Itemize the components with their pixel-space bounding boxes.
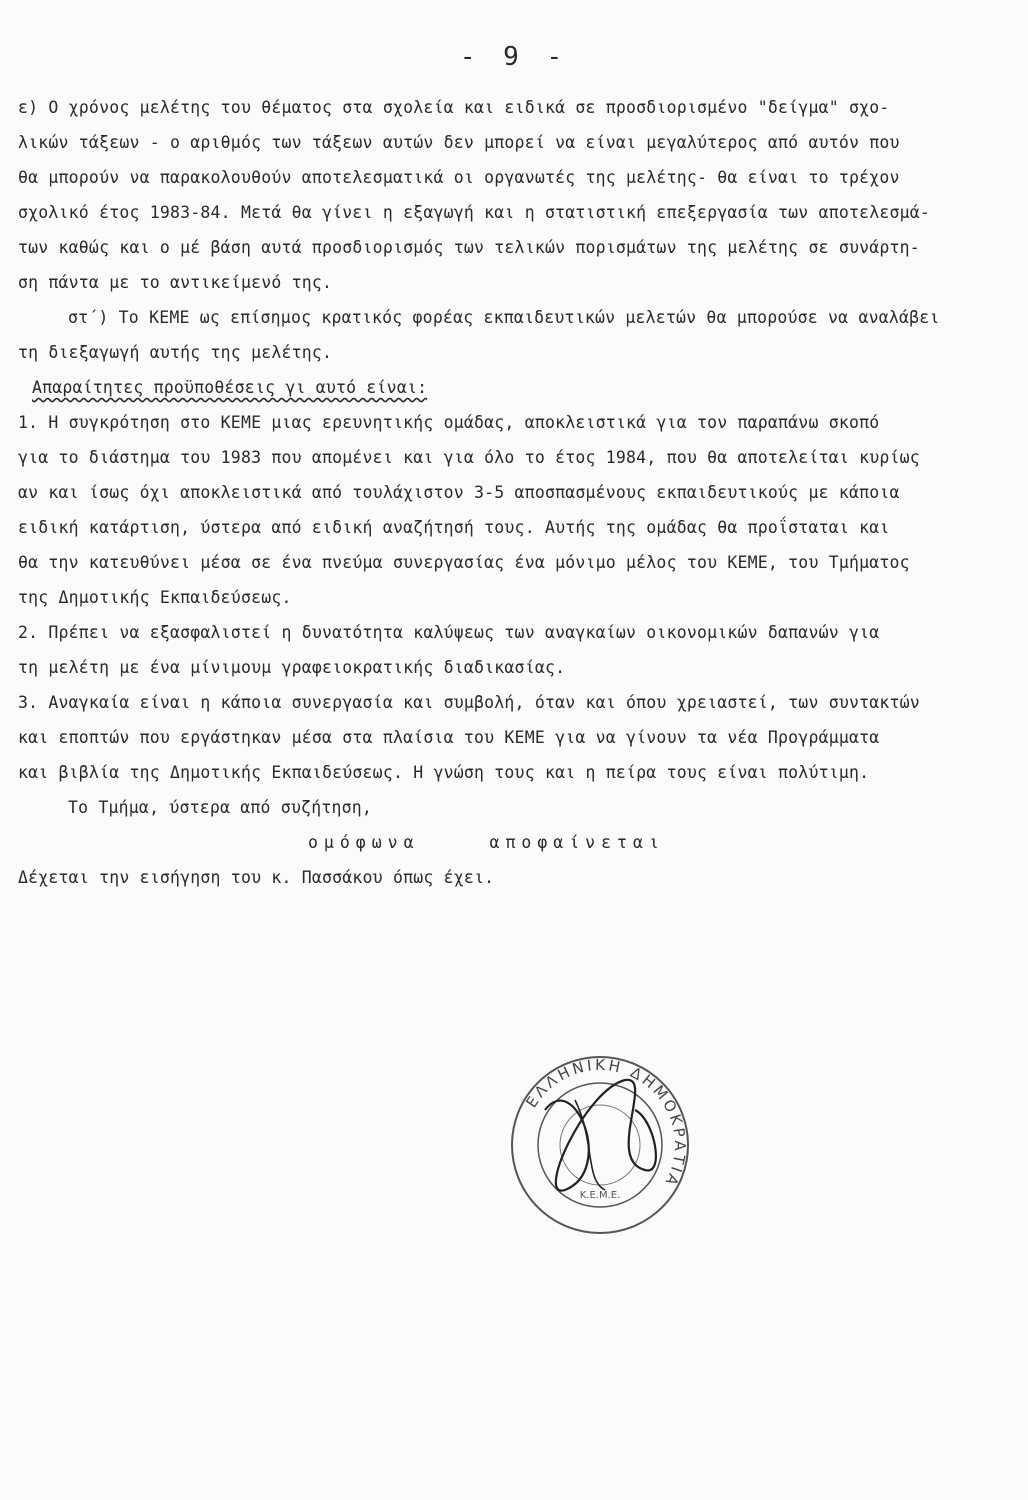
- text-line: τη μελέτη με ένα μίνιμουμ γραφειοκρατικής διαδικασίας.: [18, 658, 566, 677]
- text-line: της Δημοτικής Εκπαιδεύσεως.: [18, 588, 292, 607]
- text-line: 2. Πρέπει να εξασφαλιστεί η δυνατότητα καλύψεως των αναγκαίων οικονομικών δαπανών για: [18, 623, 880, 642]
- text-line: και εποπτών που εργάστηκαν μέσα στα πλαίσια του ΚΕΜΕ για να γίνουν τα νέα Προγράμματα: [18, 728, 880, 747]
- text-line: για το διάστημα του 1983 που απομένει και για όλο το έτος 1984, που θα αποτελείται κυρίως: [18, 448, 920, 467]
- text-line: στ΄) Το ΚΕΜΕ ως επίσημος κρατικός φορέας εκπαιδευτικών μελετών θα μπορούσε να αναλάβει: [68, 308, 940, 327]
- page-number: - 9 -: [459, 42, 569, 72]
- text-line: τη διεξαγωγή αυτής της μελέτης.: [18, 343, 333, 362]
- text-line: των καθώς και ο μέ βάση αυτά προσδιορισμός των τελικών πορισμάτων της μελέτης σε συνάρτη-: [18, 238, 920, 257]
- text-line: θα μπορούν να παρακολουθούν αποτελεσματικά οι οργανωτές της μελέτης- θα είναι το τρέχον: [18, 168, 900, 187]
- text-line: ση πάντα με το αντικείμενό της.: [18, 273, 333, 292]
- text-line: σχολικό έτος 1983-84. Μετά θα γίνει η εξαγωγή και η στατιστική επεξεργασία των αποτελεσμά-: [18, 203, 931, 222]
- text-line: 3. Αναγκαία είναι η κάποια συνεργασία και συμβολή, όταν και όπου χρειαστεί, των συντακτών: [18, 693, 920, 712]
- svg-text:ΕΛΛΗΝΙΚΗ ΔΗΜΟΚΡΑΤΙΑ: ΕΛΛΗΝΙΚΗ ΔΗΜΟΚΡΑΤΙΑ: [522, 1055, 690, 1191]
- text-line: Το Τμήμα, ύστερα από συζήτηση,: [68, 798, 373, 817]
- text-line: και βιβλία της Δημοτικής Εκπαιδεύσεως. Η γνώση τους και η πείρα τους είναι πολύτιμη.: [18, 763, 870, 782]
- text-line: αν και ίσως όχι αποκλειστικά από τουλάχιστον 3-5 αποσπασμένους εκπαιδευτικούς με κάποια: [18, 483, 900, 502]
- text-line: λικών τάξεων - ο αριθμός των τάξεων αυτών δεν μπορεί να είναι μεγαλύτερος από αυτόν που: [18, 133, 900, 152]
- text-line: ε) Ο χρόνος μελέτης του θέματος στα σχολεία και ειδικά σε προσδιορισμένο "δείγμα" σχο-: [18, 98, 890, 117]
- final-resolution: Δέχεται την εισήγηση του κ. Πασσάκου όπως έχει.: [18, 868, 495, 887]
- document-body: [18, 90, 1013, 895]
- text-line: 1. Η συγκρότηση στο ΚΕΜΕ μιας ερευνητικής ομάδας, αποκλειστικά για τον παραπάνω σκοπό: [18, 413, 880, 432]
- text-line: ειδική κατάρτιση, ύστερα από ειδική αναζήτησή τους. Αυτής της ομάδας θα προΐσταται και: [18, 518, 890, 537]
- text-line: Απαραίτητες προϋποθέσεις γι αυτό είναι:: [32, 378, 428, 397]
- decision-unanimous: ομόφωνα: [308, 833, 420, 852]
- decision-verb: αποφαίνεται: [489, 833, 665, 852]
- decision-line: [18, 825, 1013, 860]
- text-line: θα την κατευθύνει μέσα σε ένα πνεύμα συνεργασίας ένα μόνιμο μέλος του ΚΕΜΕ, του Τμήματος: [18, 553, 910, 572]
- official-seal-stamp: [505, 1050, 695, 1240]
- svg-text:Κ.Ε.Μ.Ε.: Κ.Ε.Μ.Ε.: [579, 1190, 621, 1201]
